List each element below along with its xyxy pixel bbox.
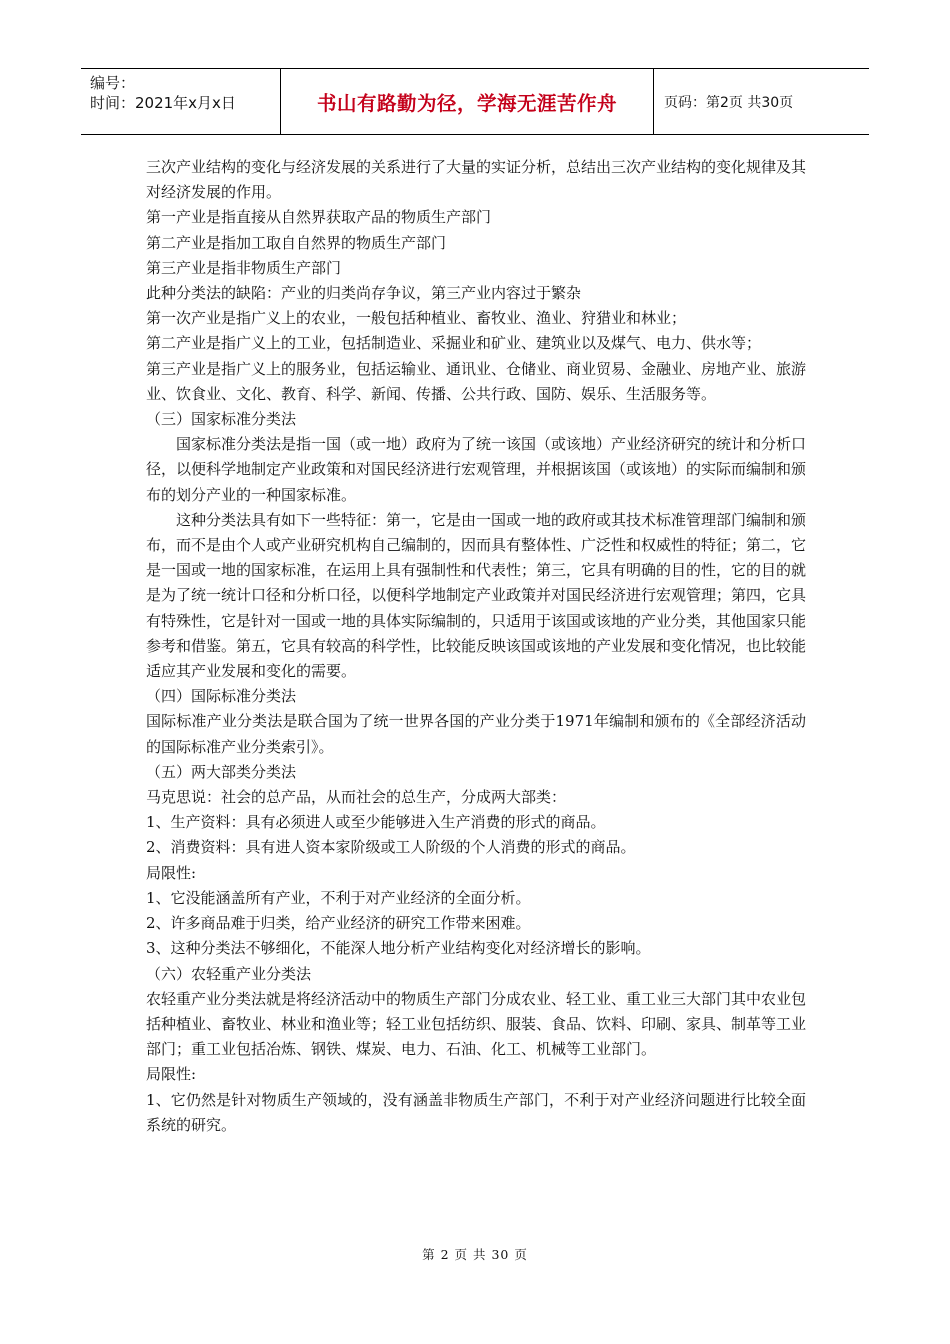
- body-paragraph: 局限性:: [146, 863, 197, 882]
- body-paragraph: 3、这种分类法不够细化，不能深人地分析产业结构变化对经济增长的影响。: [146, 939, 651, 958]
- section-heading: （四）国际标准分类法: [146, 687, 297, 706]
- header-page-label: 页码：第2页 共30页: [664, 94, 794, 111]
- body-paragraph: 这种分类法具有如下一些特征：第一，它是由一国或一地的政府或其技术标准管理部门编制和颁布，而不是由个人或产业研究机构自己编制的，因而具有整体性、广泛性和权威性的特征；第二，它是一国或一地的国家标准，在运用上具有强制性和代表性；第三，它具有明确的目的性，它的目的就是为了统一统计口径和分析口径，以便科学地制定产业政策并对国民经济进行宏观管理；第四，它具有特殊性，它是针对一国或一地的具体实际编制的，只适用于该国或该地的产业分类，其他国家只能参考和借鉴。第五，它具有较高的科学性，比较能反映该国或该地的产业发展和变化情况，也比较能适应其产业发展和变化的需要。: [146, 510, 807, 681]
- body-paragraph: 第三产业是指非物质生产部门: [146, 258, 342, 277]
- body-paragraph: 第三产业是指广义上的服务业，包括运输业、通讯业、仓储业、商业贸易、金融业、房地产业、旅游业、饮食业、文化、教育、科学、新闻、传播、公共行政、国防、娱乐、生活服务等。: [146, 359, 807, 403]
- body-paragraph: 农轻重产业分类法就是将经济活动中的物质生产部门分成农业、轻工业、重工业三大部门其中农业包括种植业、畜牧业、林业和渔业等；轻工业包括纺织、服装、食品、饮料、印刷、家具、制革等工业部门；重工业包括冶炼、钢铁、煤炭、电力、石油、化工、机械等工业部门。: [146, 989, 807, 1059]
- body-paragraph: 1、它没能涵盖所有产业，不利于对产业经济的全面分析。: [146, 888, 531, 907]
- body-paragraph: 第二产业是指广义上的工业，包括制造业、采掘业和矿业、建筑业以及煤气、电力、供水等；: [146, 334, 762, 353]
- body-paragraph: 马克思说：社会的总产品，从而社会的总生产，分成两大部类：: [146, 788, 567, 807]
- body-paragraph: 第二产业是指加工取自自然界的物质生产部门: [146, 233, 447, 252]
- document-number-label: 编号：: [90, 74, 136, 92]
- page-footer: [0, 1245, 950, 1263]
- header-motto-cell: [281, 69, 654, 134]
- header-page-cell: [654, 69, 869, 134]
- body-paragraph: 第一产业是指直接从自然界获取产品的物质生产部门: [146, 208, 492, 227]
- body-paragraph: 三次产业结构的变化与经济发展的关系进行了大量的实证分析，总结出三次产业结构的变化规律及其对经济发展的作用。: [146, 158, 807, 202]
- section-heading: （五）两大部类分类法: [146, 762, 297, 781]
- body-paragraph: 1、它仍然是针对物质生产领域的，没有涵盖非物质生产部门，不利于对产业经济问题进行比较全面系统的研究。: [146, 1090, 806, 1134]
- document-body: [146, 155, 806, 1138]
- body-paragraph: 此种分类法的缺陷：产业的归类尚存争议，第三产业内容过于繁杂: [146, 284, 582, 303]
- body-paragraph: 第一次产业是指广义上的农业，一般包括种植业、畜牧业、渔业、狩猎业和林业；: [146, 309, 687, 328]
- section-heading: （三）国家标准分类法: [146, 410, 297, 429]
- header-motto: 书山有路勤为径，学海无涯苦作舟: [316, 91, 617, 115]
- body-paragraph: 1、生产资料：具有必须进人或至少能够进入生产消费的形式的商品。: [146, 813, 606, 832]
- body-paragraph: 国家标准分类法是指一国（或一地）政府为了统一该国（或该地）产业经济研究的统计和分析口径，以便科学地制定产业政策和对国民经济进行宏观管理，并根据该国（或该地）的实际而编制和颁布的划分产业的一种国家标准。: [146, 435, 807, 504]
- page-header: [81, 68, 869, 135]
- body-paragraph: 2、许多商品难于归类，给产业经济的研究工作带来困难。: [146, 914, 531, 933]
- section-heading: （六）农轻重产业分类法: [146, 964, 312, 983]
- document-date-label: 时间：2021年x月x日: [90, 94, 236, 112]
- footer-page-number: 第 2 页 共 30 页: [422, 1247, 528, 1262]
- body-paragraph: 2、消费资料：具有进人资本家阶级或工人阶级的个人消费的形式的商品。: [146, 838, 636, 857]
- body-paragraph: 国际标准产业分类法是联合国为了统一世界各国的产业分类于1971年编制和颁布的《全部经济活动的国际标准产业分类索引》。: [146, 712, 806, 756]
- body-paragraph: 局限性:: [146, 1065, 197, 1084]
- header-meta-cell: [81, 69, 281, 134]
